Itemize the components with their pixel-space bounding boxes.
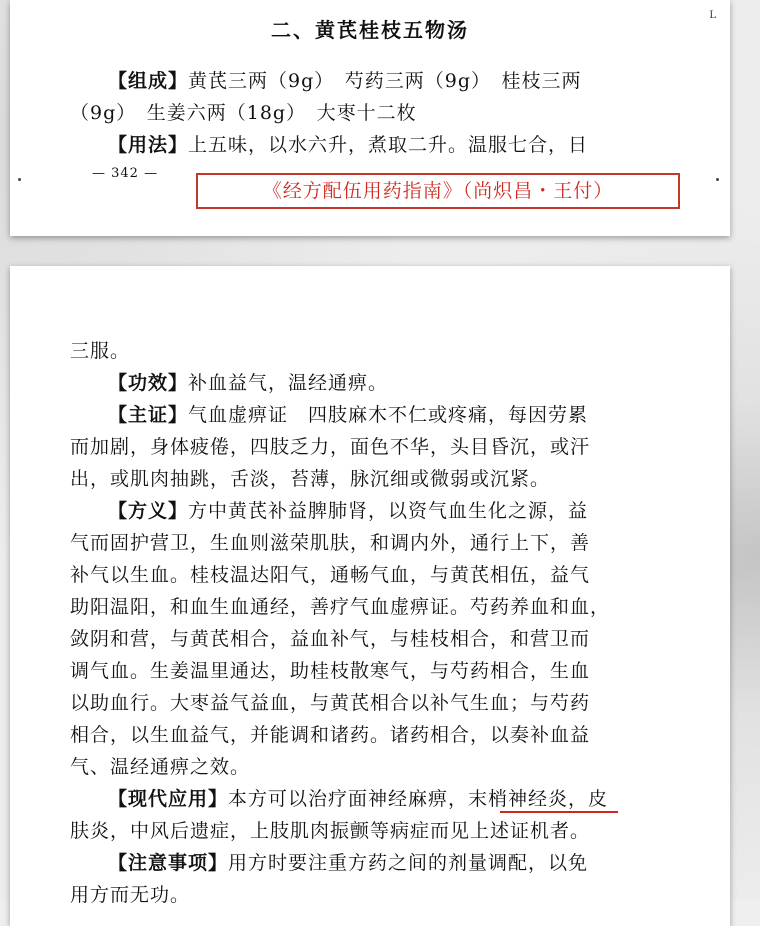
usage-text: 上五味，以水六升，煮取二升。温服七合，日 bbox=[188, 134, 589, 156]
top-page bbox=[10, 0, 730, 236]
indication-line: 【主证】气血虚痹证 四肢麻木不仁或疼痛，每因劳累 bbox=[108, 404, 589, 426]
text-line: 气而固护营卫，生血则滋荣肌肤，和调内外，通行上下，善 bbox=[70, 532, 591, 554]
composition-text: 黄芪三两（9g） 芍药三两（9g） 桂枝三两 bbox=[188, 70, 582, 92]
precautions-line: 【注意事项】用方时要注重方药之间的剂量调配，以免 bbox=[108, 852, 589, 874]
text-line: 用方而无功。 bbox=[70, 884, 191, 906]
page-number: — 342 — bbox=[92, 166, 159, 181]
efficacy-line: 【功效】补血益气，温经通痹。 bbox=[108, 372, 389, 394]
text-line: 以助血行。大枣益气益血，与黄芪相合以补气生血；与芍药 bbox=[70, 692, 591, 714]
formula-meaning-label: 【方义】 bbox=[108, 500, 189, 522]
text-line: 助阳温阳，和血生血通经，善疗气血虚痹证。芍药养血和血， bbox=[70, 596, 611, 618]
usage-line bbox=[108, 130, 588, 157]
precautions-label: 【注意事项】 bbox=[108, 852, 229, 874]
text-line: 肤炎，中风后遗症，上肢肌肉振颤等病症而见上述证机者。 bbox=[70, 820, 591, 842]
composition-label: 【组成】 bbox=[108, 70, 189, 92]
text-line: 敛阴和营，与黄芪相合，益血补气，与桂枝相合，和营卫而 bbox=[70, 628, 591, 650]
text-line: 出，或肌肉抽跳，舌淡，苔薄，脉沉细或微弱或沉紧。 bbox=[70, 468, 551, 490]
usage-label: 【用法】 bbox=[108, 134, 189, 156]
formula-meaning-line: 【方义】方中黄芪补益脾肺肾，以资气血生化之源，益 bbox=[108, 500, 589, 522]
text-line: 相合，以生血益气，并能调和诸药。诸药相合，以奏补血益 bbox=[70, 724, 591, 746]
indication-label: 【主证】 bbox=[108, 404, 189, 426]
section-title: 二、黄芪桂枝五物汤 bbox=[271, 18, 469, 42]
text-line: 调气血。生姜温里通达，助桂枝散寒气，与芍药相合，生血 bbox=[70, 660, 591, 682]
text-line: 而加剧，身体疲倦，四肢乏力，面色不华，头目昏沉，或汗 bbox=[70, 436, 591, 458]
bottom-page bbox=[10, 266, 730, 926]
text-line: 补气以生血。桂枝温达阳气，通畅气血，与黄芪相伍，益气 bbox=[70, 564, 591, 586]
composition-text-2: （9g） 生姜六两（18g） 大枣十二枚 bbox=[70, 102, 417, 124]
corner-mark: L bbox=[709, 10, 716, 21]
efficacy-label: 【功效】 bbox=[108, 372, 189, 394]
composition-line-2 bbox=[70, 98, 417, 125]
composition-line bbox=[108, 66, 582, 93]
scan-dot bbox=[18, 178, 21, 181]
red-underline bbox=[500, 811, 618, 813]
modern-use-line: 【现代应用】本方可以治疗面神经麻痹，末梢神经炎，皮 bbox=[108, 788, 609, 810]
scan-dot bbox=[716, 178, 719, 181]
text-line: 气、温经通痹之效。 bbox=[70, 756, 251, 778]
text-line: 三服。 bbox=[70, 340, 131, 362]
source-annotation-box: 《经方配伍用药指南》（尚炽昌・王付） bbox=[196, 173, 680, 209]
modern-use-label: 【现代应用】 bbox=[108, 788, 229, 810]
